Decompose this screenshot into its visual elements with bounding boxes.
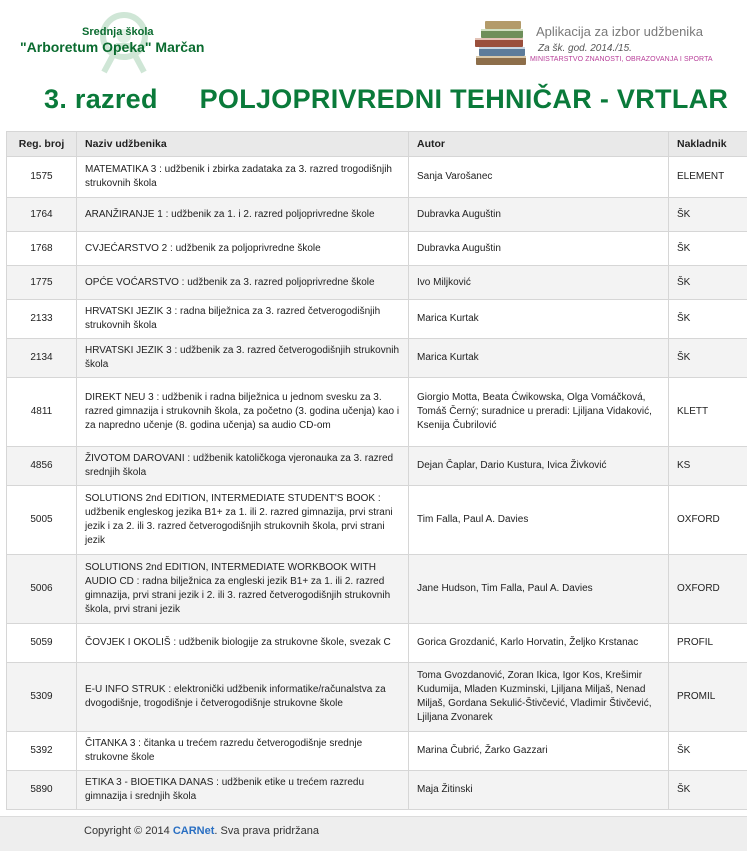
cell-publisher: OXFORD (669, 486, 747, 555)
table-header-row (7, 132, 747, 157)
cell-reg-number: 5059 (7, 624, 77, 663)
cell-textbook-title: ARANŽIRANJE 1 : udžbenik za 1. i 2. razred poljoprivredne škole (77, 198, 409, 232)
cell-textbook-title: ČITANKA 3 : čitanka u trećem razredu četverogodišnje srednje strukovne škole (77, 732, 409, 771)
rights-text: . Sva prava pridržana (214, 825, 319, 837)
cell-publisher: PROMIL (669, 663, 747, 732)
cell-textbook-title: E-U INFO STRUK : elektronički udžbenik informatike/računalstva za dvogodišnje, trogodišnje i četverogodišnje strukovne škole (77, 663, 409, 732)
cell-author: Sanja Varošanec (409, 157, 669, 198)
cell-publisher: OXFORD (669, 555, 747, 624)
table-row (7, 771, 747, 810)
cell-author: Marica Kurtak (409, 339, 669, 378)
table-row (7, 266, 747, 300)
cell-author: Marina Čubrić, Žarko Gazzari (409, 732, 669, 771)
cell-textbook-title: SOLUTIONS 2nd EDITION, INTERMEDIATE WORKBOOK WITH AUDIO CD : radna bilježnica za engleski jezik B1+ za 1. ili 2. razred gimnazija, prvi strani jezik i 2. ili 3. razred četverogodišnjih strukovnih škola, prvi strani jezik (77, 555, 409, 624)
page-title (44, 84, 728, 115)
cell-publisher: KLETT (669, 378, 747, 447)
copyright-text: Copyright © 2014 (84, 825, 170, 837)
cell-publisher: PROFIL (669, 624, 747, 663)
table-row (7, 157, 747, 198)
cell-publisher: ŠK (669, 771, 747, 810)
cell-textbook-title: HRVATSKI JEZIK 3 : udžbenik za 3. razred četverogodišnjih strukovnih škola (77, 339, 409, 378)
ministry-label: MINISTARSTVO ZNANOSTI, OBRAZOVANJA I SPORTA (530, 56, 713, 63)
cell-publisher: ŠK (669, 266, 747, 300)
table-row (7, 663, 747, 732)
cell-author: Toma Gvozdanović, Zoran Ikica, Igor Kos, Krešimir Kudumija, Mladen Kuzminski, Ljiljana Miljaš, Nenad Miljaš, Gordana Sekulić-Štivčević, Vladimir Štivčević, Ljiljana Zvonarek (409, 663, 669, 732)
cell-reg-number: 5006 (7, 555, 77, 624)
cell-publisher: ELEMENT (669, 157, 747, 198)
carnet-link[interactable]: CARNet (173, 825, 215, 837)
column-header-publisher[interactable]: Nakladnik (669, 132, 747, 157)
cell-reg-number: 4856 (7, 447, 77, 486)
cell-reg-number: 5309 (7, 663, 77, 732)
books-icon (472, 16, 534, 72)
cell-author: Dubravka Auguštin (409, 232, 669, 266)
cell-textbook-title: ETIKA 3 - BIOETIKA DANAS : udžbenik etike u trećem razredu gimnazija i srednjih škola (77, 771, 409, 810)
cell-publisher: ŠK (669, 732, 747, 771)
copyright-notice (84, 825, 319, 837)
table-row (7, 300, 747, 339)
column-header-reg[interactable]: Reg. broj (7, 132, 77, 157)
cell-reg-number: 1575 (7, 157, 77, 198)
cell-textbook-title: OPĆE VOĆARSTVO : udžbenik za 3. razred poljoprivredne škole (77, 266, 409, 300)
cell-publisher: ŠK (669, 198, 747, 232)
app-title: Aplikacija za izbor udžbenika (536, 24, 703, 39)
cell-author: Maja Žitinski (409, 771, 669, 810)
cell-textbook-title: SOLUTIONS 2nd EDITION, INTERMEDIATE STUDENT'S BOOK : udžbenik engleskog jezika B1+ za 1. ili 2. razred gimnazija, prvi strani jezik i za 2. ili 3. razred četverogodišnjih strukovnih škola, prvi strani jezik (77, 486, 409, 555)
cell-publisher: ŠK (669, 300, 747, 339)
school-name: "Arboretum Opeka" Marčan (20, 39, 204, 55)
school-year: Za šk. god. 2014./15. (538, 43, 632, 54)
cell-publisher: ŠK (669, 232, 747, 266)
cell-reg-number: 2133 (7, 300, 77, 339)
cell-author: Gorica Grozdanić, Karlo Horvatin, Željko Krstanac (409, 624, 669, 663)
cell-author: Dejan Čaplar, Dario Kustura, Ivica Živković (409, 447, 669, 486)
cell-reg-number: 1764 (7, 198, 77, 232)
textbook-table (6, 131, 747, 810)
school-logo[interactable] (20, 12, 210, 78)
school-type-label: Srednja škola (82, 26, 154, 38)
table-row (7, 339, 747, 378)
grade-label: 3. razred (44, 84, 158, 114)
column-header-title[interactable]: Naziv udžbenika (77, 132, 409, 157)
cell-reg-number: 5005 (7, 486, 77, 555)
cell-reg-number: 2134 (7, 339, 77, 378)
table-row (7, 624, 747, 663)
cell-textbook-title: MATEMATIKA 3 : udžbenik i zbirka zadataka za 3. razred trogodišnjih strukovnih škola (77, 157, 409, 198)
table-row (7, 378, 747, 447)
table-row (7, 198, 747, 232)
column-header-author[interactable]: Autor (409, 132, 669, 157)
cell-author: Ivo Miljković (409, 266, 669, 300)
app-logo[interactable] (472, 16, 732, 78)
cell-textbook-title: CVJEĆARSTVO 2 : udžbenik za poljoprivredne škole (77, 232, 409, 266)
table-row (7, 232, 747, 266)
cell-author: Tim Falla, Paul A. Davies (409, 486, 669, 555)
cell-textbook-title: DIREKT NEU 3 : udžbenik i radna bilježnica u jednom svesku za 3. razred gimnazija i strukovnih škola, za početno (3. godina učenja) kao i za napredno učenje (8. godina učenja) sa audio CD-om (77, 378, 409, 447)
cell-author: Dubravka Auguštin (409, 198, 669, 232)
cell-author: Marica Kurtak (409, 300, 669, 339)
cell-author: Giorgio Motta, Beata Ćwikowska, Olga Vomáčková, Tomáš Černý; suradnice u preradi: Ljiljana Vidaković, Ksenija Čubrilović (409, 378, 669, 447)
cell-publisher: KS (669, 447, 747, 486)
table-row (7, 555, 747, 624)
cell-reg-number: 5890 (7, 771, 77, 810)
table-row (7, 447, 747, 486)
cell-textbook-title: ŽIVOTOM DAROVANI : udžbenik katoličkoga vjeronauka za 3. razred srednjih škola (77, 447, 409, 486)
cell-textbook-title: HRVATSKI JEZIK 3 : radna bilježnica za 3. razred četverogodišnjih strukovnih škola (77, 300, 409, 339)
textbook-table-container (6, 131, 747, 810)
table-row (7, 732, 747, 771)
table-row (7, 486, 747, 555)
cell-reg-number: 5392 (7, 732, 77, 771)
cell-author: Jane Hudson, Tim Falla, Paul A. Davies (409, 555, 669, 624)
cell-textbook-title: ČOVJEK I OKOLIŠ : udžbenik biologije za strukovne škole, svezak C (77, 624, 409, 663)
page-footer (0, 816, 747, 851)
cell-reg-number: 1768 (7, 232, 77, 266)
cell-reg-number: 4811 (7, 378, 77, 447)
cell-publisher: ŠK (669, 339, 747, 378)
program-label: POLJOPRIVREDNI TEHNIČAR - VRTLAR (200, 84, 729, 114)
cell-reg-number: 1775 (7, 266, 77, 300)
